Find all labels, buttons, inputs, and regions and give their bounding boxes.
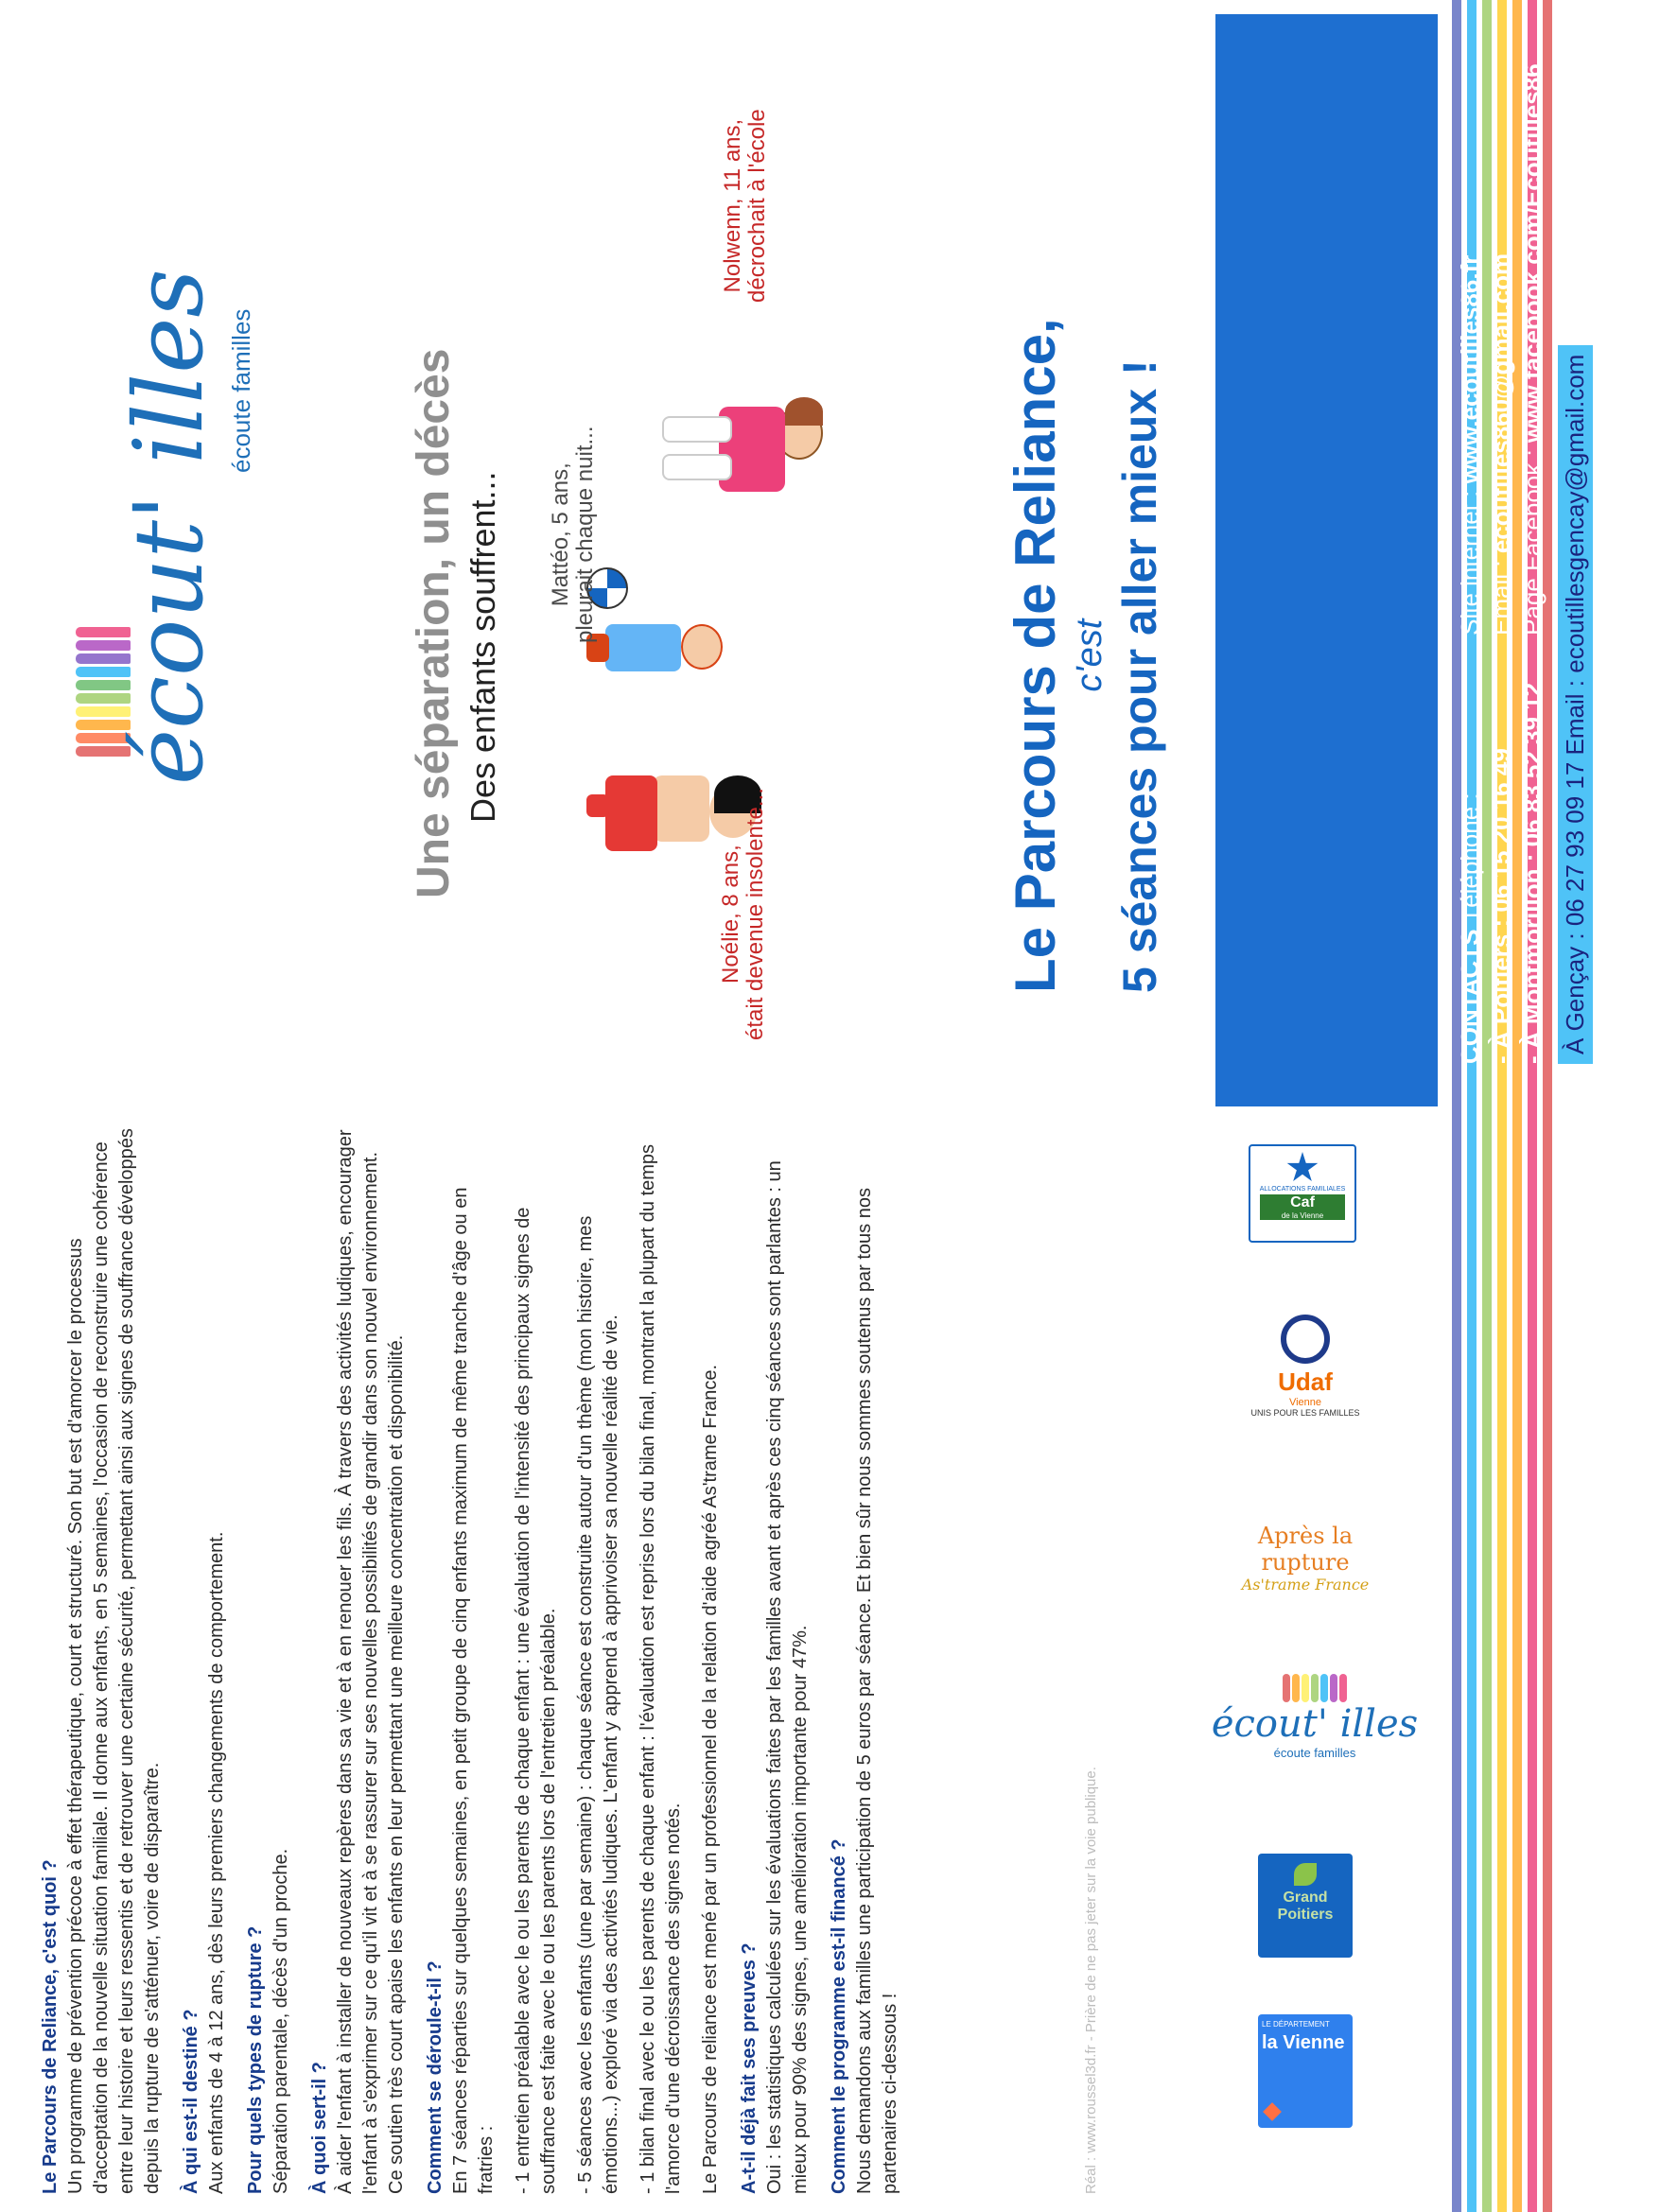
reliance-line1: Le Parcours de Reliance, xyxy=(1004,318,1067,993)
info-question: Pour quels types de rupture ? xyxy=(245,1925,266,2194)
vienne-logo-text: la Vienne xyxy=(1262,2032,1345,2053)
contacts-title: CONTACTS xyxy=(1456,929,1484,1064)
headline-subtitle: Des enfants souffrent... xyxy=(463,471,502,823)
facebook-link[interactable]: www.facebook.com/Ecoutilles86 xyxy=(1518,63,1546,444)
vienne-logo xyxy=(1258,2014,1353,2128)
apres-rupture-logo xyxy=(1220,1523,1390,1636)
contacts-box xyxy=(1215,14,1589,1106)
apres-rupture-text: Après la rupture xyxy=(1257,1523,1354,1576)
ecoutilles-small-word: écout' illes xyxy=(1211,1702,1419,1746)
info-step: - 1 entretien préalable avec le ou les parents de chaque enfant : une évaluation de l'intensité des principaux signes de souffrance est faite avec le ou les parents lors de l'entretien préalable. xyxy=(513,1207,559,2194)
partner-logos xyxy=(1192,1125,1438,2194)
caf-sub: de la Vienne xyxy=(1260,1211,1345,1220)
quote-noelie-name: Noélie, 8 ans, xyxy=(718,845,743,984)
headline-title: Une séparation, un décès xyxy=(409,348,459,898)
leaf-icon xyxy=(1294,1863,1317,1886)
info-answer: Séparation parentale, décès d'un proche. xyxy=(271,1848,291,2194)
email-link[interactable]: ecoutilles860@gmail.com xyxy=(1487,253,1515,554)
quote-noelie xyxy=(719,788,768,1040)
info-answer: En 7 séances réparties sur quelques semaines, en petit groupe de cinq enfants maximum de même tranche d'âge ou en fratries : xyxy=(450,1187,497,2194)
astrame-text: As'trame France xyxy=(1241,1576,1370,1594)
quote-nolwenn-name: Nolwenn, 11 ans, xyxy=(720,118,745,293)
caf-logo xyxy=(1249,1144,1356,1243)
quote-noelie-text: était devenue insolente... xyxy=(743,788,768,1040)
caf-star-icon xyxy=(1286,1152,1319,1184)
info-answer: Un programme de prévention précoce à effet thérapeutique, court et structuré. Son but est d'amorcer le processus d'acceptation de la nouvelle situation familiale. Il donne aux enfants, en 5 semaines, l'occasion de reconstruire une cohérence entre leur histoire et leurs ressentis et de retrouver une certaine sécurité, permettant ainsi aux signes de souffrance développés depuis la rupture de s'atténuer, voire de disparaître. xyxy=(65,1128,163,2194)
udaf-sub: Vienne xyxy=(1288,1397,1322,1408)
info-question: A-t-il déjà fait ses preuves ? xyxy=(739,1942,760,2194)
info-answer: Aux enfants de 4 à 12 ans, dès leurs premiers changements de comportement. xyxy=(206,1531,227,2194)
site-label: Site internet : xyxy=(1456,490,1484,636)
udaf-logo xyxy=(1230,1315,1381,1456)
contact-poitiers[interactable]: - À Poitiers : 06 15 20 16 49 xyxy=(1487,748,1515,1064)
reliance-line2: c'est xyxy=(1070,618,1110,692)
info-question: Comment se déroule-t-il ? xyxy=(425,1960,446,2194)
ecoutilles-small-logo xyxy=(1201,1674,1428,1816)
ecoutilles-small-sub: écoute familles xyxy=(1273,1746,1356,1760)
boy-matteo-figure xyxy=(586,586,728,728)
udaf-text: Udaf xyxy=(1278,1367,1333,1396)
info-step: - 1 bilan final avec le ou les parents de chaque enfant : l'évaluation est reprise lors du bilan final, montrant la plupart du temps l'amorce d'une décroissance des signes notés. xyxy=(638,1143,684,2194)
info-answer: Nous demandons aux familles une participation de 5 euros par séance. Et bien sûr nous sommes soutenus par tous nos partenaires ci-dessous ! xyxy=(854,1188,900,2194)
contact-gencay[interactable]: À Gençay : 06 27 93 09 17 Email : ecoutillesgencay@gmail.com xyxy=(1558,345,1593,1064)
children-illustration xyxy=(473,57,965,1050)
logo-word: écout' illes xyxy=(114,269,224,785)
reliance-title xyxy=(1003,318,1169,993)
info-note: Le Parcours de reliance est mené par un professionnel de la relation d'aide agréé As'trame France. xyxy=(700,1364,721,2194)
ecoutilles-logo xyxy=(76,0,359,785)
info-text-vertical xyxy=(38,1125,1107,2194)
info-step: - 5 séances avec les enfants (une par semaine) : chaque séance est construite autour d'un thème (mon histoire, mes émotions...) exploré via des activités ludiques. L'enfant y apprend à apprivoiser sa nouvelle réalité de vie. xyxy=(575,1215,621,2194)
site-link[interactable]: www.ecoutilles86.fr xyxy=(1456,254,1484,484)
quote-nolwenn-text: décrochait à l'école xyxy=(744,109,770,303)
girl-nolwenn-figure xyxy=(662,369,851,549)
contacts-content xyxy=(1438,33,1660,1083)
quote-nolwenn xyxy=(721,109,770,303)
udaf-symbol-icon xyxy=(1281,1315,1330,1364)
info-answer: À aider l'enfant à installer de nouveaux repères dans sa vie et à en renouer les fils. À travers des activités ludiques, encourager l'enfant à s'exprimer sur ce qu'il vit et à se rassurer sur ses nouvelles possibilités de grandir dans son nouvel environnement. Ce soutien très court apaise les enfants en leur permettant une meilleure concentration et disponibilité. xyxy=(335,1129,407,2194)
udaf-tag: UNIS POUR LES FAMILLES xyxy=(1250,1408,1360,1418)
quote-matteo-name: Mattéo, 5 ans, xyxy=(548,462,573,607)
info-question: Comment le programme est-il financé ? xyxy=(829,1838,849,2194)
rainbow-stripes-lower xyxy=(1452,1106,1564,2212)
info-question: À qui est-il destiné ? xyxy=(181,2009,201,2194)
contact-montmorillon[interactable]: - À Montmorillon : 06 83 52 39 12 xyxy=(1518,682,1546,1064)
vienne-logo-small: LE DÉPARTEMENT xyxy=(1262,2020,1330,2029)
facebook-label: Page Facebook : xyxy=(1518,449,1546,636)
info-question: À quoi sert-il ? xyxy=(309,2062,330,2194)
cover-overlay xyxy=(0,0,1589,1106)
credit-line: Réal : www.roussel3d.fr - Prière de ne pas jeter sur la voie publique. xyxy=(1083,1767,1099,2194)
logo-subtitle: écoute familles xyxy=(227,308,255,473)
info-answer: Oui : les statistiques calculées sur les évaluations faites par les familles avant et après ces cinq séances sont parlantes : un mieux pour 90% des signes, une amélioration importante pour 47%. xyxy=(764,1160,811,2194)
caf-text: Caf xyxy=(1260,1194,1345,1211)
info-overlay xyxy=(0,1106,1564,2212)
email-label: Email : xyxy=(1487,560,1515,636)
caf-alloc: ALLOCATIONS FAMILIALES xyxy=(1259,1186,1346,1193)
reliance-line3: 5 séances pour aller mieux ! xyxy=(1113,359,1166,993)
info-question: Le Parcours de Reliance, c'est quoi ? xyxy=(40,1859,61,2194)
contacts-phone-label: Téléphone : xyxy=(1456,792,1484,923)
grand-poitiers-text: Grand Poitiers xyxy=(1277,1890,1334,1923)
people-icon xyxy=(1201,1674,1428,1702)
grand-poitiers-logo xyxy=(1258,1854,1353,1958)
quote-matteo-text: pleurait chaque nuit... xyxy=(572,426,598,643)
quote-matteo xyxy=(549,427,598,644)
heart-icon xyxy=(1263,2102,1282,2121)
